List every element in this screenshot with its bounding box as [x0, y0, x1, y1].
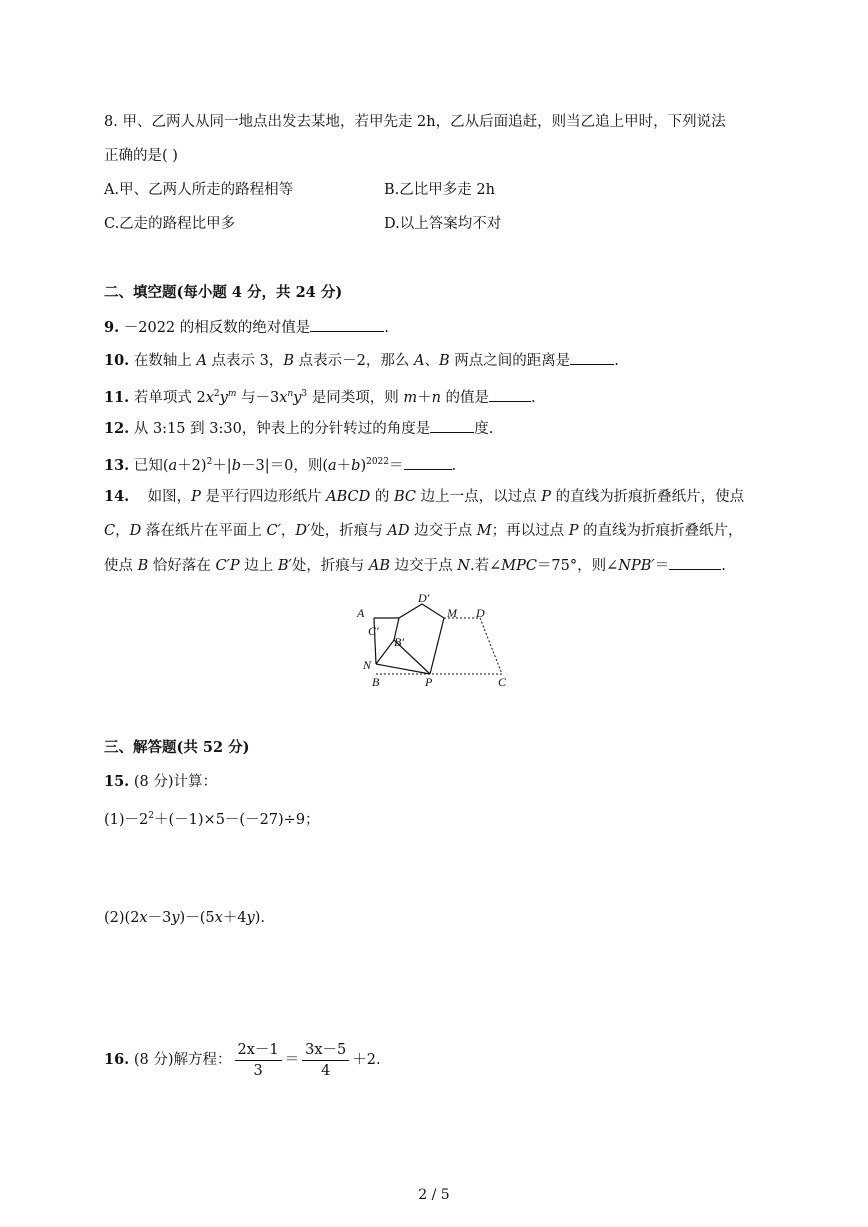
q10: 10. 在数轴上 A 点表示 3，B 点表示－2，那么 A、B 两点之间的距离是 . [104, 352, 619, 369]
fig-edge-dc [480, 618, 502, 674]
answer-blank [310, 317, 384, 332]
parallelogram-fold-figure [354, 590, 524, 690]
fig-label-c: C [498, 675, 507, 689]
q11: 11. 若单项式 $2x^2y^m$ 与$-3x^ny^3$ 是同类项，则 m＋n 的值是 . [104, 388, 536, 406]
fig-label-cp: C′ [368, 624, 379, 638]
page-number: 2 / 5 [418, 1187, 450, 1203]
q12: 12. 从 3:15 到 3:30，钟表上的分针转过的角度是 度. [104, 420, 494, 437]
q8-option-b: B.乙比甲多走 2h [384, 182, 495, 198]
q15-heading: 15. (8 分)计算： [104, 773, 217, 790]
section-2-heading: 二、填空题(每小题 4 分，共 24 分) [104, 284, 343, 301]
q15-part2: (2)(2x－3y)－(5x＋4y). [104, 910, 265, 926]
fig-edge-np [376, 664, 430, 674]
section-3-heading: 三、解答题(共 52 分) [104, 739, 250, 756]
fig-label-b: B [372, 675, 380, 689]
fig-label-p: P [425, 675, 433, 689]
q16: 16. (8 分)解方程： $\frac{2x-1}{3}$ ＝ $\frac{3x-5}{4}$ ＋2. [104, 1041, 381, 1079]
fig-fold-d [399, 604, 444, 674]
q8-option-a: A.甲、乙两人所走的路程相等 [104, 182, 294, 198]
fig-label-n: N [363, 658, 372, 672]
q14-line2: C，D 落在纸片在平面上 C′，D′处，折痕与 AD 边交于点 M；再以过点 P 的直线为折痕折叠纸片， [104, 523, 743, 539]
q15-part1: $(1)-2^2+(-1)\times 5-(-27)\div 9$； [104, 811, 320, 828]
answer-blank [404, 455, 452, 470]
fig-label-a: A [357, 606, 365, 620]
answer-blank [489, 387, 531, 402]
q9: 9. －2022 的相反数的绝对值是 . [104, 319, 389, 336]
fig-label-d: D [476, 606, 485, 620]
q8-option-c: C.乙走的路程比甲多 [104, 216, 236, 232]
q8-stem-line2: 正确的是( ) [104, 148, 178, 164]
fraction-right: $\frac{3x-5}{4}$ [302, 1040, 349, 1081]
q13: 13. 已知$(a+2)^2+|b-3|=0$，则$(a+b)^{2022}=$ . [104, 456, 457, 474]
answer-blank [430, 418, 474, 433]
answer-blank [570, 350, 614, 365]
q14-line3: 使点 B 恰好落在 C′P 边上 B′处，折痕与 AB 边交于点 N.若∠MPC＝75°，则∠NPB′＝ . [104, 555, 726, 576]
fig-label-dp: D′ [418, 591, 430, 605]
q8-option-d: D.以上答案均不对 [384, 216, 502, 232]
fig-label-bp: B′ [394, 635, 404, 649]
answer-blank [669, 555, 721, 570]
fraction-left: $\frac{2x-1}{3}$ [235, 1040, 282, 1081]
q8-stem-line1: 8. 甲、乙两人从同一地点出发去某地，若甲先走 2h，乙从后面追赶，则当乙追上甲时，下列说法 [104, 114, 726, 130]
q14-line1: 14. 如图，P 是平行四边形纸片 ABCD 的 BC 边上一点，以过点 P 的直线为折痕折叠纸片，使点 [104, 488, 745, 505]
fig-label-m: M [447, 606, 457, 620]
